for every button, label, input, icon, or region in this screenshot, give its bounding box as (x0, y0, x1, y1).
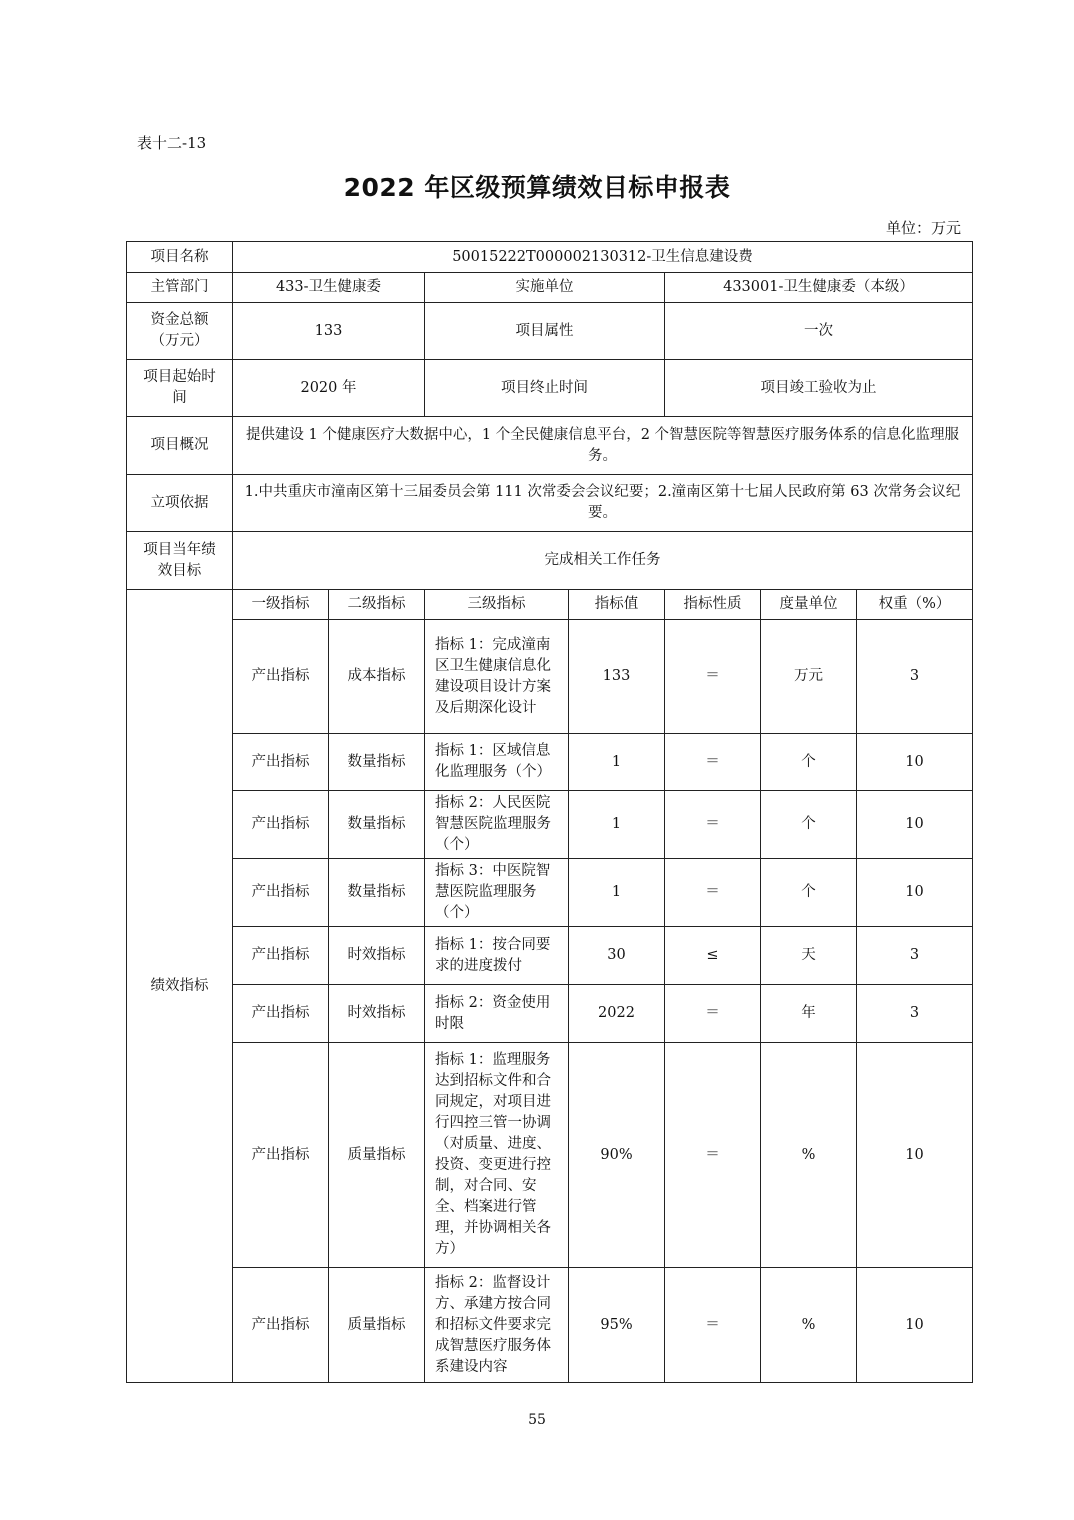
indicator-row (127, 791, 973, 859)
indicator-level1: 产出指标 (233, 1268, 329, 1383)
indicator-unit: % (761, 1043, 857, 1268)
goal-value: 完成相关工作任务 (233, 532, 973, 590)
indicator-level3: 指标 1：完成潼南区卫生健康信息化建设项目设计方案及后期深化设计 (425, 620, 569, 734)
indicator-row (127, 1268, 973, 1383)
page-number: 55 (528, 1412, 546, 1428)
indicator-level1: 产出指标 (233, 927, 329, 985)
indicator-weight: 3 (857, 927, 973, 985)
indicator-level1: 产出指标 (233, 1043, 329, 1268)
header-nature: 指标性质 (665, 590, 761, 620)
indicator-nature: ＝ (665, 734, 761, 791)
overview-value: 提供建设 1 个健康医疗大数据中心，1 个全民健康信息平台，2 个智慧医院等智慧医疗服务体系的信息化监理服务。 (233, 417, 973, 475)
end-value: 项目竣工验收为止 (665, 360, 973, 417)
impl-value: 433001-卫生健康委（本级） (665, 273, 973, 303)
indicator-value: 1 (569, 859, 665, 927)
row-project-name (127, 242, 973, 273)
fund-label: 资金总额 （万元） (127, 303, 233, 360)
header-level3: 三级指标 (425, 590, 569, 620)
dept-value: 433-卫生健康委 (233, 273, 425, 303)
indicator-level1: 产出指标 (233, 791, 329, 859)
indicator-nature: ＝ (665, 1043, 761, 1268)
project-name-label: 项目名称 (127, 242, 233, 273)
indicator-header-row (127, 590, 973, 620)
attr-label: 项目属性 (425, 303, 665, 360)
indicator-nature: ＝ (665, 985, 761, 1043)
indicator-value: 1 (569, 734, 665, 791)
header-level2: 二级指标 (329, 590, 425, 620)
indicator-nature: ＝ (665, 1268, 761, 1383)
indicator-value: 2022 (569, 985, 665, 1043)
indicator-level2: 质量指标 (329, 1043, 425, 1268)
indicator-level3: 指标 1：监理服务达到招标文件和合同规定，对项目进行四控三管一协调（对质量、进度、投资、变更进行控制，对合同、安全、档案进行管理，并协调相关各方） (425, 1043, 569, 1268)
start-value: 2020 年 (233, 360, 425, 417)
indicator-level1: 产出指标 (233, 859, 329, 927)
indicator-value: 90% (569, 1043, 665, 1268)
header-level1: 一级指标 (233, 590, 329, 620)
indicator-level3: 指标 1：区域信息化监理服务（个） (425, 734, 569, 791)
indicator-level3: 指标 1：按合同要求的进度拨付 (425, 927, 569, 985)
indicator-value: 1 (569, 791, 665, 859)
indicator-level3: 指标 2：资金使用时限 (425, 985, 569, 1043)
indicator-weight: 10 (857, 791, 973, 859)
indicator-unit: 天 (761, 927, 857, 985)
indicator-level2: 数量指标 (329, 734, 425, 791)
header-weight: 权重（%） (857, 590, 973, 620)
row-period (127, 360, 973, 417)
basis-label: 立项依据 (127, 475, 233, 532)
indicator-level3: 指标 2：监督设计方、承建方按合同和招标文件要求完成智慧医疗服务体系建设内容 (425, 1268, 569, 1383)
indicator-unit: 个 (761, 734, 857, 791)
row-fund (127, 303, 973, 360)
indicator-level3: 指标 2：人民医院智慧医院监理服务（个） (425, 791, 569, 859)
indicator-value: 95% (569, 1268, 665, 1383)
impl-label: 实施单位 (425, 273, 665, 303)
dept-label: 主管部门 (127, 273, 233, 303)
header-value: 指标值 (569, 590, 665, 620)
attr-value: 一次 (665, 303, 973, 360)
indicator-unit: 万元 (761, 620, 857, 734)
indicator-unit: % (761, 1268, 857, 1383)
indicator-row (127, 927, 973, 985)
indicator-level2: 成本指标 (329, 620, 425, 734)
row-department (127, 273, 973, 303)
indicator-weight: 10 (857, 1043, 973, 1268)
indicator-level2: 数量指标 (329, 791, 425, 859)
indicator-row (127, 620, 973, 734)
row-basis (127, 475, 973, 532)
indicator-row (127, 985, 973, 1043)
header-unit: 度量单位 (761, 590, 857, 620)
indicator-level3: 指标 3：中医院智慧医院监理服务（个） (425, 859, 569, 927)
budget-performance-table (126, 241, 973, 1383)
end-label: 项目终止时间 (425, 360, 665, 417)
indicator-level2: 时效指标 (329, 927, 425, 985)
indicator-row (127, 1043, 973, 1268)
indicator-level1: 产出指标 (233, 734, 329, 791)
indicator-weight: 10 (857, 734, 973, 791)
indicator-level2: 时效指标 (329, 985, 425, 1043)
overview-label: 项目概况 (127, 417, 233, 475)
row-goal (127, 532, 973, 590)
indicator-value: 133 (569, 620, 665, 734)
indicator-row (127, 859, 973, 927)
indicator-level2: 数量指标 (329, 859, 425, 927)
row-overview (127, 417, 973, 475)
indicator-level2: 质量指标 (329, 1268, 425, 1383)
indicator-nature: ＝ (665, 620, 761, 734)
indicator-level1: 产出指标 (233, 985, 329, 1043)
indicator-nature: ＝ (665, 859, 761, 927)
page-title: 2022 年区级预算绩效目标申报表 (343, 173, 731, 202)
indicator-unit: 年 (761, 985, 857, 1043)
indicator-section-label: 绩效指标 (127, 590, 233, 1383)
indicator-unit: 个 (761, 859, 857, 927)
goal-label: 项目当年绩 效目标 (127, 532, 233, 590)
indicator-value: 30 (569, 927, 665, 985)
start-label: 项目起始时 间 (127, 360, 233, 417)
indicator-nature: ＝ (665, 791, 761, 859)
unit-label: 单位：万元 (885, 219, 961, 237)
basis-value: 1.中共重庆市潼南区第十三届委员会第 111 次常委会会议纪要；2.潼南区第十七届人民政府第 63 次常务会议纪要。 (233, 475, 973, 532)
indicator-weight: 3 (857, 620, 973, 734)
indicator-weight: 10 (857, 1268, 973, 1383)
indicator-row (127, 734, 973, 791)
fund-value: 133 (233, 303, 425, 360)
indicator-weight: 3 (857, 985, 973, 1043)
indicator-weight: 10 (857, 859, 973, 927)
project-name-value: 50015222T000002130312-卫生信息建设费 (233, 242, 973, 273)
indicator-level1: 产出指标 (233, 620, 329, 734)
table-number: 表十二-13 (137, 134, 207, 152)
indicator-nature: ≤ (665, 927, 761, 985)
indicator-unit: 个 (761, 791, 857, 859)
